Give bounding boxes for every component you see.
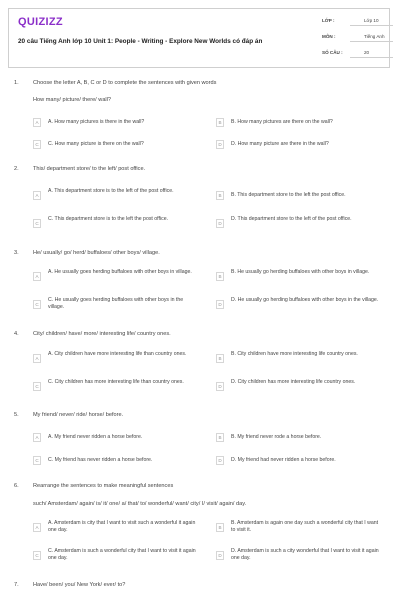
question-number: 1.: [14, 80, 19, 86]
question-prompt: How many/ picture/ there/ wall?: [33, 97, 112, 103]
option-text: C. He usually goes herding buffaloes with other boys in the village.: [48, 297, 184, 310]
option-text: C. How many picture is there on the wall?: [48, 141, 144, 147]
question-text: Have/ been/ you/ New York/ ever/ to?: [33, 582, 126, 588]
option-text: B. He usually go herding buffaloes with other boys in village.: [231, 269, 370, 275]
option-letter-box: A: [33, 272, 41, 281]
option-letter-box: B: [216, 118, 224, 127]
quizizz-logo: QUIZIZZ: [18, 16, 63, 28]
document-header: [8, 8, 390, 68]
option-text: A. How many pictures is there in the wall?: [48, 119, 145, 125]
option-text: B. My friend never rode a horse before.: [231, 434, 322, 440]
option-letter-box: B: [216, 272, 224, 281]
option-text: A. This department store is to the left of the post office.: [48, 188, 174, 194]
option-text: C. This department store is to the left the post office.: [48, 216, 169, 222]
option-text: B. How many pictures are there on the wall?: [231, 119, 333, 125]
meta-subject-key: MÔN :: [322, 34, 336, 39]
question-text: Choose the letter A, B, C or D to complete the sentences with given words: [33, 80, 217, 86]
question-text: This/ department store/ to the left/ post office.: [33, 166, 146, 172]
option-text: A. He usually goes herding buffaloes with other boys in village.: [48, 269, 192, 275]
option-text: D. This department store to the left of the post office.: [231, 216, 352, 222]
question-number: 5.: [14, 412, 19, 418]
meta-class-key: LỚP :: [322, 18, 335, 23]
question-prompt: such/ Amsterdam/ again/ is/ it/ one/ a/ that/ to/ wonderful/ want/ city/ I/ visit/ again/ day.: [33, 501, 247, 507]
option-text: B. City children have more interesting life country ones.: [231, 351, 358, 357]
option-letter-box: C: [33, 300, 41, 309]
option-text: D. He usually go herding buffaloes with other boys in the village.: [231, 297, 379, 303]
option-letter-box: D: [216, 382, 224, 391]
meta-count-value: 20: [364, 50, 370, 55]
option-text: D. My friend had never ridden a horse before.: [231, 457, 336, 463]
option-letter-box: C: [33, 456, 41, 465]
option-letter-box: A: [33, 433, 41, 442]
option-letter-box: B: [216, 433, 224, 442]
meta-count-underline: [350, 57, 393, 58]
question-number: 7.: [14, 582, 19, 588]
question-text: Rearrange the sentences to make meaningful sentences: [33, 483, 174, 489]
question-text: City/ children/ have/ more/ interesting life/ country ones.: [33, 331, 171, 337]
option-text: D. Amsterdam is such a city wonderful that I want to visit it again one day.: [231, 548, 379, 561]
meta-subject-value: Tiếng Anh: [364, 34, 385, 39]
question-number: 3.: [14, 250, 19, 256]
option-text: A. Amsterdam is city that I want to visit such a wonderful it again one day.: [48, 520, 196, 533]
option-text: A. My friend never ridden a horse before.: [48, 434, 143, 440]
option-text: C. City children has more interesting life than country ones.: [48, 379, 184, 385]
option-text: C. Amsterdam is such a wonderful city that I want to visit it again one day.: [48, 548, 196, 561]
meta-count-key: SỐ CÂU :: [322, 50, 343, 55]
option-letter-box: C: [33, 219, 41, 228]
option-letter-box: C: [33, 551, 41, 560]
option-letter-box: D: [216, 300, 224, 309]
option-text: D. How many picture are there in the wall?: [231, 141, 329, 147]
option-letter-box: D: [216, 456, 224, 465]
option-letter-box: D: [216, 551, 224, 560]
option-letter-box: A: [33, 118, 41, 127]
meta-class-value: Lớp 10: [364, 18, 379, 23]
option-text: C. My friend has never ridden a horse before.: [48, 457, 153, 463]
option-letter-box: B: [216, 354, 224, 363]
question-number: 2.: [14, 166, 19, 172]
option-letter-box: D: [216, 140, 224, 149]
option-letter-box: B: [216, 191, 224, 200]
option-text: B. Amsterdam is again one day such a wonderful city that I want to visit it.: [231, 520, 379, 533]
option-letter-box: A: [33, 191, 41, 200]
option-letter-box: B: [216, 523, 224, 532]
option-text: D. City children has more interesting life country ones.: [231, 379, 356, 385]
option-text: B. This department store to the left the post office.: [231, 192, 346, 198]
meta-class-underline: [350, 25, 393, 26]
meta-subject-underline: [350, 41, 393, 42]
question-number: 6.: [14, 483, 19, 489]
option-letter-box: C: [33, 140, 41, 149]
option-letter-box: D: [216, 219, 224, 228]
option-letter-box: A: [33, 523, 41, 532]
question-text: My friend/ never/ ride/ horse/ before.: [33, 412, 124, 418]
document-title: 20 câu Tiếng Anh lớp 10 Unit 1: People - Writing - Explore New Worlds có đáp án: [18, 38, 263, 45]
question-text: He/ usually/ go/ herd/ buffaloes/ other boys/ village.: [33, 250, 160, 256]
option-letter-box: A: [33, 354, 41, 363]
question-number: 4.: [14, 331, 19, 337]
option-letter-box: C: [33, 382, 41, 391]
option-text: A. City children have more interesting life than country ones.: [48, 351, 187, 357]
